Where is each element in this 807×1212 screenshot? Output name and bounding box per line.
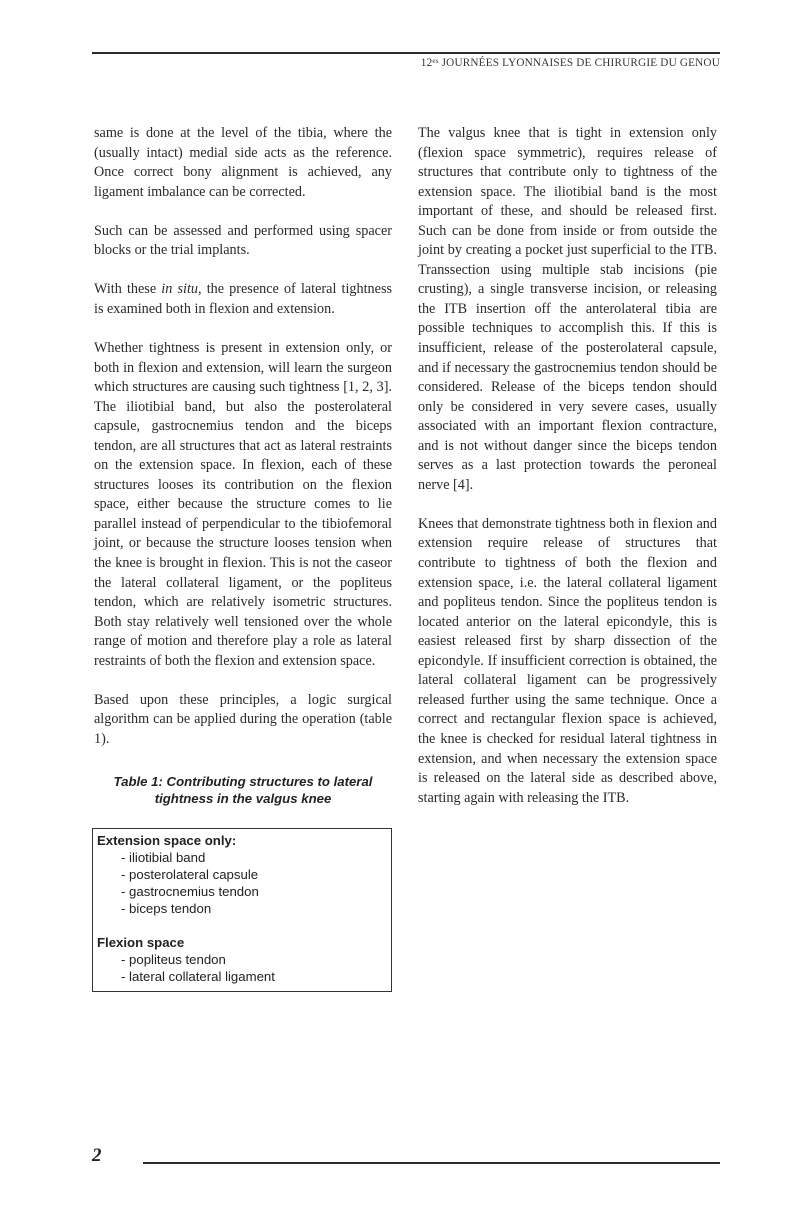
paragraph: Based upon these principles, a logic surgical algorithm can be applied during the operation (table 1). (94, 691, 392, 747)
running-head-title: JOURNÉES LYONNAISES DE CHIRURGIE DU GENOU (438, 57, 720, 69)
paragraph-text: With these (94, 281, 162, 298)
right-column (418, 124, 717, 808)
paragraph: Such can be assessed and performed using spacer blocks or the trial implants. (94, 222, 392, 259)
table-spacer (97, 917, 391, 934)
table-group-title: Extension space only: (97, 832, 237, 848)
table-caption-line: Table 1: Contributing structures to lateral (113, 773, 373, 789)
page-number: 2 (92, 1145, 102, 1166)
table-caption (94, 773, 392, 808)
running-head (421, 57, 720, 69)
left-column (94, 124, 392, 992)
table-item: - lateral collateral ligament (121, 968, 275, 984)
running-head-number: 12 (420, 57, 433, 69)
footer-rule (143, 1162, 720, 1164)
paragraph: The valgus knee that is tight in extension only (flexion space symmetric), requires release of structures that contribute only to tightness of the extension space. The iliotibial band is the most important of these, and should be released first. Such can be done from inside or from outside the joint by creating a pocket just superficial to the ITB. Transsection using multiple stab incisions (pie crusting), a single transverse incision, or releasing the ITB insertion off the anterolateral tibia are possible techniques to accomplish this. If this is insufficient, release of the posterolateral capsule, and if necessary the gastrocnemius tendon should be considered. Release of the biceps tendon should only be considered in very severe cases, usually associated with an important flexion contracture, and is not without danger since the biceps tendon serves as a last protection towards the peroneal nerve [4]. (418, 125, 717, 493)
table-item: - popliteus tendon (121, 951, 226, 967)
table-1 (92, 828, 392, 992)
running-head-superscript: es (432, 57, 439, 65)
table-caption-line: tightness in the valgus knee (154, 791, 332, 806)
paragraph: Whether tightness is present in extension only, or both in flexion and extension, will learn the surgeon which structures are causing such tightness [1, 2, 3]. The iliotibial band, but also the posterolateral capsule, gastrocnemius tendon and the biceps tendon, are all structures that act as lateral restraints on the extension space. In flexion, each of these structures looses its contribution on the flexion space, either because the structure comes to lie parallel instead of perpendicular to the tibiofemoral joint, or because the structure looses tension when the knee is brought in flexion. This is not the caseor the lateral collateral ligament, or the popliteus tendon, which are relatively isometric structures. Both stay relatively well tensioned over the whole range of motion and therefore play a role as lateral restraints of both the flexion and extension space. (94, 340, 392, 669)
table-item: - posterolateral capsule (121, 866, 259, 882)
table-item: - iliotibial band (121, 849, 206, 865)
paragraph (94, 280, 392, 319)
paragraph-emphasis: in situ (161, 281, 198, 298)
table-item: - gastrocnemius tendon (121, 883, 259, 899)
table-item: - biceps tendon (121, 900, 212, 916)
table-group-title: Flexion space (97, 934, 185, 950)
paragraph: same is done at the level of the tibia, where the (usually intact) medial side acts as the reference. Once correct bony alignment is achieved, any ligament imbalance can be corrected. (94, 125, 392, 200)
header-rule (92, 52, 720, 54)
paragraph-text: , the presence of lateral tightness is examined both in flexion and extension. (94, 281, 392, 317)
paragraph: Knees that demonstrate tightness both in flexion and extension require release of structures that contribute to tightness of both the flexion and extension space, i.e. the lateral collateral ligament and popliteus tendon. Since the popliteus tendon is located anterior on the lateral epicondyle, this is easiest released first by sharp dissection of the epicondyle. If insufficient correction is obtained, the lateral collateral ligament can be progressively released further using the same technique. Once a correct and rectangular flexion space is achieved, the knee is checked for residual lateral tightness in extension, and when necessary the extension space is released on the lateral side as described above, starting again with releasing the ITB. (418, 515, 717, 806)
